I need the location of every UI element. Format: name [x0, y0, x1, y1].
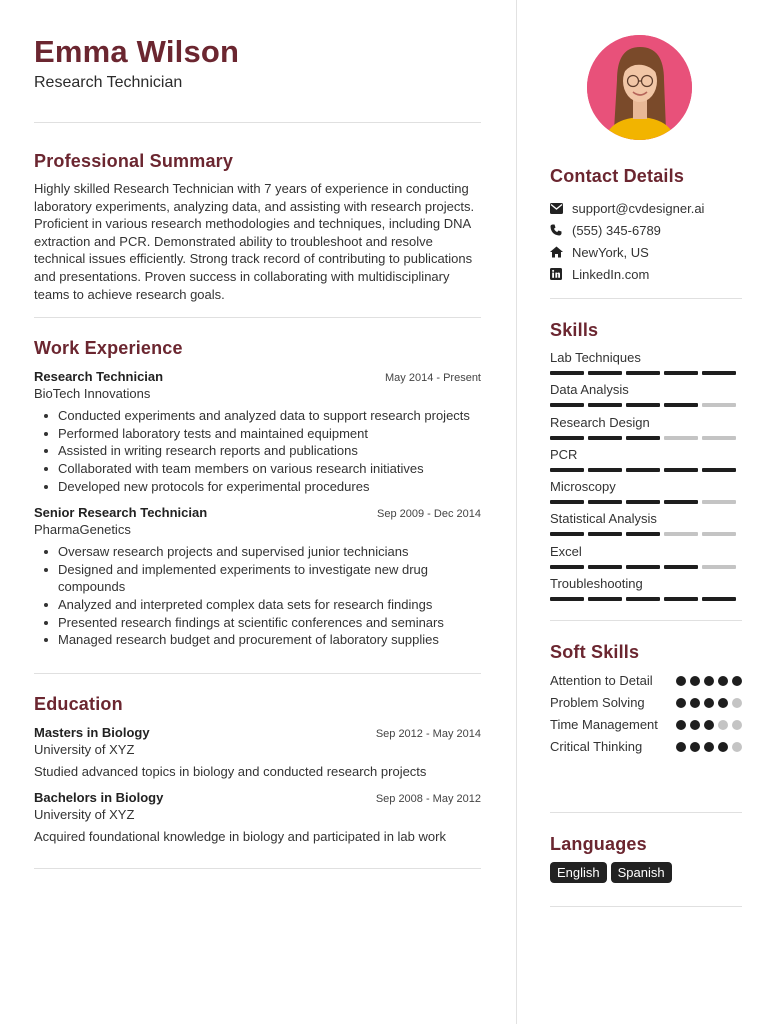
contact-location-text: NewYork, US	[572, 244, 649, 260]
rating-dot	[718, 742, 728, 752]
skill-level-segment	[550, 532, 584, 536]
company-name: PharmaGenetics	[34, 522, 131, 538]
skill-level-bar	[550, 597, 742, 601]
skill-level-segment	[550, 468, 584, 472]
rating-dot	[704, 698, 714, 708]
skill-level-segment	[702, 371, 736, 375]
contact-phone	[550, 219, 742, 241]
list-item: Oversaw research projects and supervised junior technicians	[34, 543, 481, 561]
skill-name: Statistical Analysis	[550, 511, 657, 527]
skill-level-segment	[664, 500, 698, 504]
job-date: May 2014 - Present	[385, 372, 481, 385]
soft-skill-name: Problem Solving	[550, 695, 645, 710]
skill-level-segment	[702, 436, 736, 440]
soft-skill-name: Time Management	[550, 717, 658, 732]
skill-level-segment	[550, 565, 584, 569]
contact-email-text: support@cvdesigner.ai	[572, 200, 705, 216]
divider	[550, 906, 742, 907]
skill-level-segment	[664, 468, 698, 472]
rating-dot	[718, 720, 728, 730]
profile-photo	[587, 35, 692, 140]
divider	[34, 317, 481, 318]
divider	[550, 812, 742, 813]
education-description: Acquired foundational knowledge in biology and participated in lab work	[34, 829, 446, 845]
skill-level-segment	[626, 371, 660, 375]
rating-dot	[676, 742, 686, 752]
skill-level-segment	[664, 597, 698, 601]
skill-level-segment	[626, 597, 660, 601]
skill-level-segment	[588, 532, 622, 536]
list-item: Managed research budget and procurement of laboratory supplies	[34, 631, 481, 649]
skill-level-segment	[626, 565, 660, 569]
rating-dot	[704, 742, 714, 752]
list-item: Designed and implemented experiments to investigate new drug compounds	[34, 561, 481, 596]
skill-item	[550, 350, 742, 382]
skill-item	[550, 382, 742, 414]
list-item: Performed laboratory tests and maintained equipment	[34, 425, 481, 443]
list-item: Collaborated with team members on various research initiatives	[34, 460, 481, 478]
skill-level-segment	[702, 403, 736, 407]
envelope-icon	[550, 203, 572, 214]
rating-dot	[732, 742, 742, 752]
skill-level-segment	[626, 468, 660, 472]
skill-level-segment	[550, 436, 584, 440]
rating-dot	[732, 676, 742, 686]
list-item: Analyzed and interpreted complex data sets for research findings	[34, 596, 481, 614]
job-bullets	[34, 407, 481, 495]
contact-heading: Contact Details	[550, 166, 685, 186]
rating-dot	[704, 720, 714, 730]
divider	[34, 868, 481, 869]
skill-level-segment	[588, 468, 622, 472]
skill-level-segment	[626, 532, 660, 536]
summary-text: Highly skilled Research Technician with 7 years of experience in conducting laboratory experiments, analyzing data, and assisting with research projects. Proficient in various research methodologies and techniques, including DNA extraction and PCR. Demonstrated ability to troubleshoot and resolve technical issues efficiently. Strong track record of contributing to publications and presentations. Proven success in collaborating with multidisciplinary teams to achieve research goals.	[34, 181, 475, 302]
list-item: Assisted in writing research reports and publications	[34, 442, 481, 460]
contact-location	[550, 241, 742, 263]
summary-heading: Professional Summary	[34, 151, 234, 171]
skill-level-segment	[588, 565, 622, 569]
skill-item	[550, 447, 742, 479]
skill-item	[550, 479, 742, 511]
company-name: BioTech Innovations	[34, 386, 151, 402]
rating-dot	[676, 698, 686, 708]
job-entry	[34, 505, 481, 649]
skill-level-segment	[588, 436, 622, 440]
rating-dot	[690, 720, 700, 730]
degree-title: Bachelors in Biology	[34, 790, 164, 806]
list-item: Presented research findings at scientific conferences and seminars	[34, 614, 481, 632]
skill-level-bar	[550, 468, 742, 472]
education-date: Sep 2008 - May 2012	[375, 793, 481, 806]
education-entry	[34, 725, 481, 781]
skill-level-segment	[588, 500, 622, 504]
skill-level-segment	[550, 500, 584, 504]
home-icon	[550, 246, 572, 258]
skill-name: Excel	[550, 543, 582, 559]
skill-name: Microscopy	[550, 479, 616, 495]
rating-dot	[676, 676, 686, 686]
skill-level-segment	[664, 371, 698, 375]
rating-dot	[718, 698, 728, 708]
skill-level-segment	[626, 436, 660, 440]
skill-name: Data Analysis	[550, 382, 629, 398]
rating-dot	[718, 676, 728, 686]
skills-heading: Skills	[550, 320, 599, 340]
skill-level-bar	[550, 403, 742, 407]
skill-level-segment	[664, 565, 698, 569]
rating-dot	[732, 698, 742, 708]
skills-list	[550, 350, 742, 608]
degree-title: Masters in Biology	[34, 724, 150, 740]
linkedin-icon	[550, 268, 572, 280]
skill-name: PCR	[550, 446, 578, 462]
education-heading: Education	[34, 693, 123, 714]
rating-dot	[704, 676, 714, 686]
list-item: Conducted experiments and analyzed data to support research projects	[34, 407, 481, 425]
skill-item	[550, 511, 742, 543]
skill-level-segment	[588, 403, 622, 407]
job-date: Sep 2009 - Dec 2014	[377, 508, 481, 521]
candidate-role: Research Technician	[34, 74, 183, 91]
job-title: Senior Research Technician	[34, 505, 208, 521]
language-chip: English	[550, 862, 607, 883]
soft-skills-list	[550, 672, 742, 760]
skill-level-segment	[702, 532, 736, 536]
skill-level-segment	[588, 371, 622, 375]
contact-linkedin-text[interactable]: LinkedIn.com	[572, 266, 650, 282]
contact-phone-text: (555) 345-6789	[572, 222, 661, 238]
skill-level-bar	[550, 371, 742, 375]
skill-level-segment	[702, 565, 736, 569]
skill-level-segment	[664, 532, 698, 536]
contact-linkedin[interactable]	[550, 263, 742, 285]
skill-level-segment	[626, 403, 660, 407]
job-bullets	[34, 543, 481, 649]
skill-level-segment	[550, 597, 584, 601]
contact-email	[550, 197, 742, 219]
candidate-name: Emma Wilson	[34, 34, 240, 69]
school-name: University of XYZ	[34, 807, 135, 823]
rating-dot	[676, 720, 686, 730]
soft-skill-name: Critical Thinking	[550, 739, 643, 754]
phone-icon	[550, 224, 572, 236]
job-entry	[34, 369, 481, 495]
skill-level-segment	[702, 468, 736, 472]
skill-level-segment	[550, 371, 584, 375]
languages-heading: Languages	[550, 834, 647, 854]
soft-skill-item	[550, 672, 742, 690]
education-date: Sep 2012 - May 2014	[375, 727, 481, 740]
rating-dot	[690, 698, 700, 708]
list-item: Developed new protocols for experimental procedures	[34, 478, 481, 496]
work-heading: Work Experience	[34, 338, 183, 359]
skill-item	[550, 576, 742, 608]
skill-level-segment	[664, 403, 698, 407]
skill-item	[550, 415, 742, 447]
divider	[550, 298, 742, 299]
rating-dot	[690, 676, 700, 686]
skill-level-segment	[588, 597, 622, 601]
rating-dot	[732, 720, 742, 730]
soft-skill-name: Attention to Detail	[550, 673, 653, 688]
skill-level-segment	[626, 500, 660, 504]
skill-item	[550, 544, 742, 576]
soft-skill-rating	[676, 742, 742, 752]
language-chip: Spanish	[611, 862, 672, 883]
education-entry	[34, 790, 481, 846]
soft-skill-rating	[676, 698, 742, 708]
skill-level-bar	[550, 500, 742, 504]
skill-level-bar	[550, 532, 742, 536]
divider	[550, 620, 742, 621]
skill-name: Troubleshooting	[550, 576, 643, 592]
skill-level-segment	[664, 436, 698, 440]
soft-skills-heading: Soft Skills	[550, 642, 640, 662]
skill-level-bar	[550, 436, 742, 440]
divider	[34, 122, 481, 123]
skill-level-bar	[550, 565, 742, 569]
skill-name: Lab Techniques	[550, 350, 641, 365]
soft-skill-rating	[676, 720, 742, 730]
school-name: University of XYZ	[34, 741, 135, 757]
languages-list	[550, 862, 742, 883]
skill-level-segment	[550, 403, 584, 407]
soft-skill-item	[550, 738, 742, 756]
main-column	[34, 34, 481, 869]
soft-skill-item	[550, 694, 742, 712]
contact-list	[550, 197, 742, 285]
rating-dot	[690, 742, 700, 752]
skill-level-segment	[702, 500, 736, 504]
skill-name: Research Design	[550, 414, 650, 430]
soft-skill-rating	[676, 676, 742, 686]
soft-skill-item	[550, 716, 742, 734]
divider	[34, 673, 481, 674]
job-title: Research Technician	[34, 369, 164, 385]
education-description: Studied advanced topics in biology and conducted research projects	[34, 763, 427, 779]
skill-level-segment	[702, 597, 736, 601]
